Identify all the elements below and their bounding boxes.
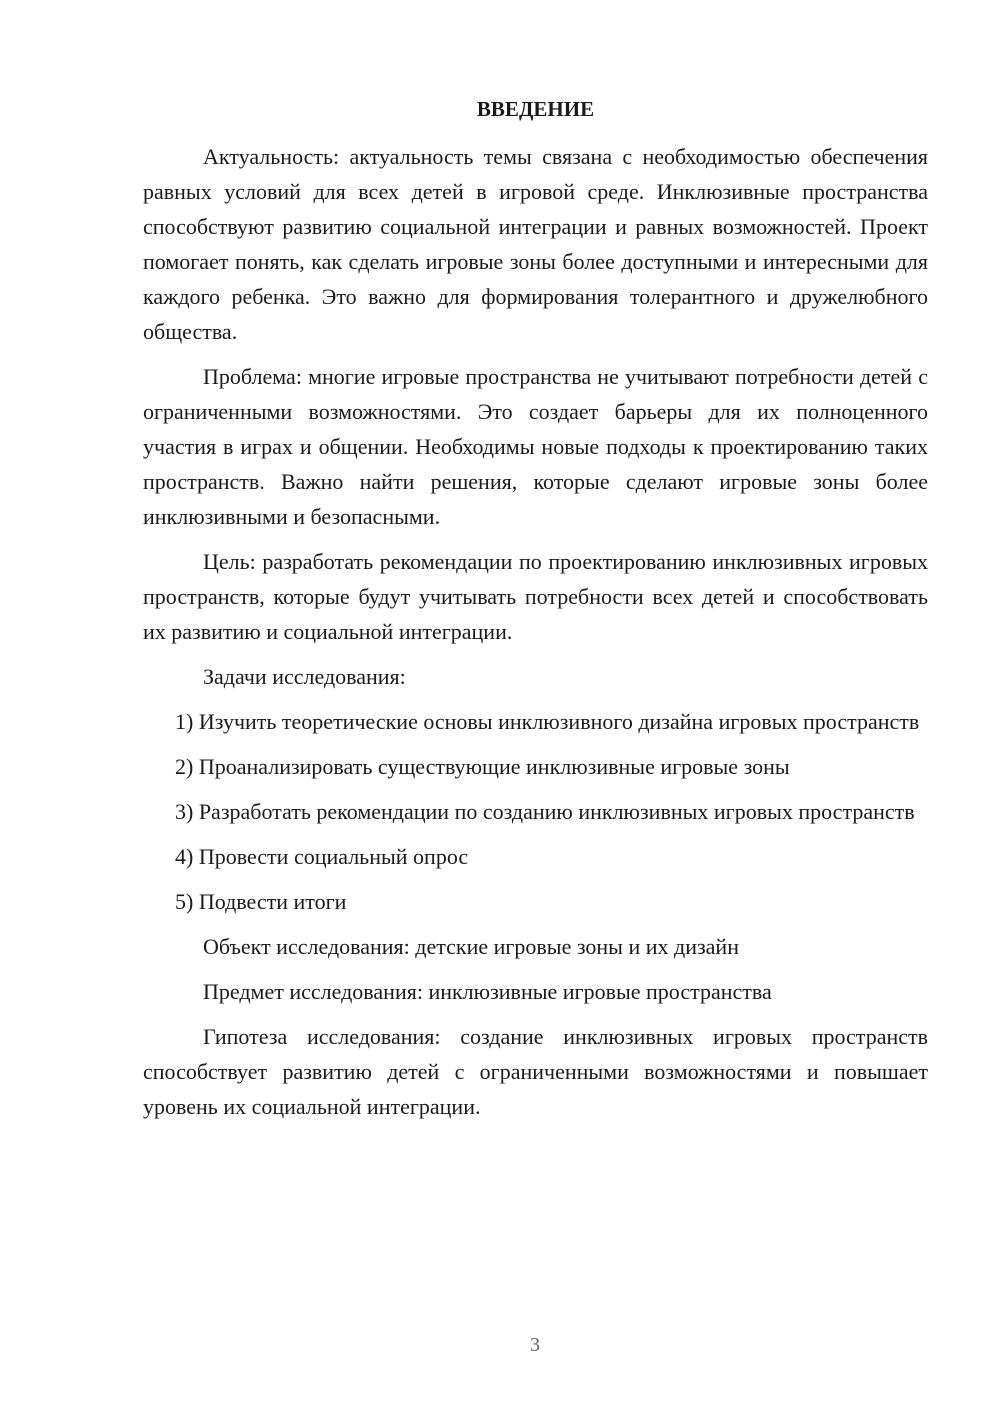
- hypothesis-paragraph: Гипотеза исследования: создание инклюзивных игровых пространств способствует развитию детей с ограниченными возможностями и повышает уровень их социальной интеграции.: [143, 1024, 928, 1119]
- page-number: 3: [530, 1334, 540, 1356]
- task-item-1: 1) Изучить теоретические основы инклюзивного дизайна игровых пространств: [175, 709, 920, 734]
- problem-paragraph: Проблема: многие игровые пространства не учитывают потребности детей с ограниченными возможностями. Это создает барьеры для их полноценного участия в играх и общении. Необходимы новые подходы к проектированию таких пространств. Важно найти решения, которые сделают игровые зоны более инклюзивными и безопасными.: [143, 364, 928, 529]
- research-object-paragraph: Объект исследования: детские игровые зоны и их дизайн: [203, 934, 739, 959]
- relevance-paragraph: Актуальность: актуальность темы связана с необходимостью обеспечения равных условий для всех детей в игровой среде. Инклюзивные пространства способствуют развитию социальной интеграции и равных возможностей. Проект помогает понять, как сделать игровые зоны более доступными и интересными для каждого ребенка. Это важно для формирования толерантного и дружелюбного общества.: [143, 144, 928, 344]
- task-item-2: 2) Проанализировать существующие инклюзивные игровые зоны: [175, 754, 790, 779]
- tasks-heading: Задачи исследования:: [203, 664, 406, 689]
- goal-paragraph: Цель: разработать рекомендации по проектированию инклюзивных игровых пространств, которые будут учитывать потребности всех детей и способствовать их развитию и социальной интеграции.: [143, 549, 928, 644]
- task-item-5: 5) Подвести итоги: [175, 889, 347, 914]
- section-title: ВВЕДЕНИЕ: [476, 97, 595, 121]
- page-content: [143, 92, 928, 1134]
- task-item-4: 4) Провести социальный опрос: [175, 844, 469, 869]
- research-subject-paragraph: Предмет исследования: инклюзивные игровые пространства: [203, 979, 772, 1004]
- task-item-3: 3) Разработать рекомендации по созданию инклюзивных игровых пространств: [175, 799, 915, 824]
